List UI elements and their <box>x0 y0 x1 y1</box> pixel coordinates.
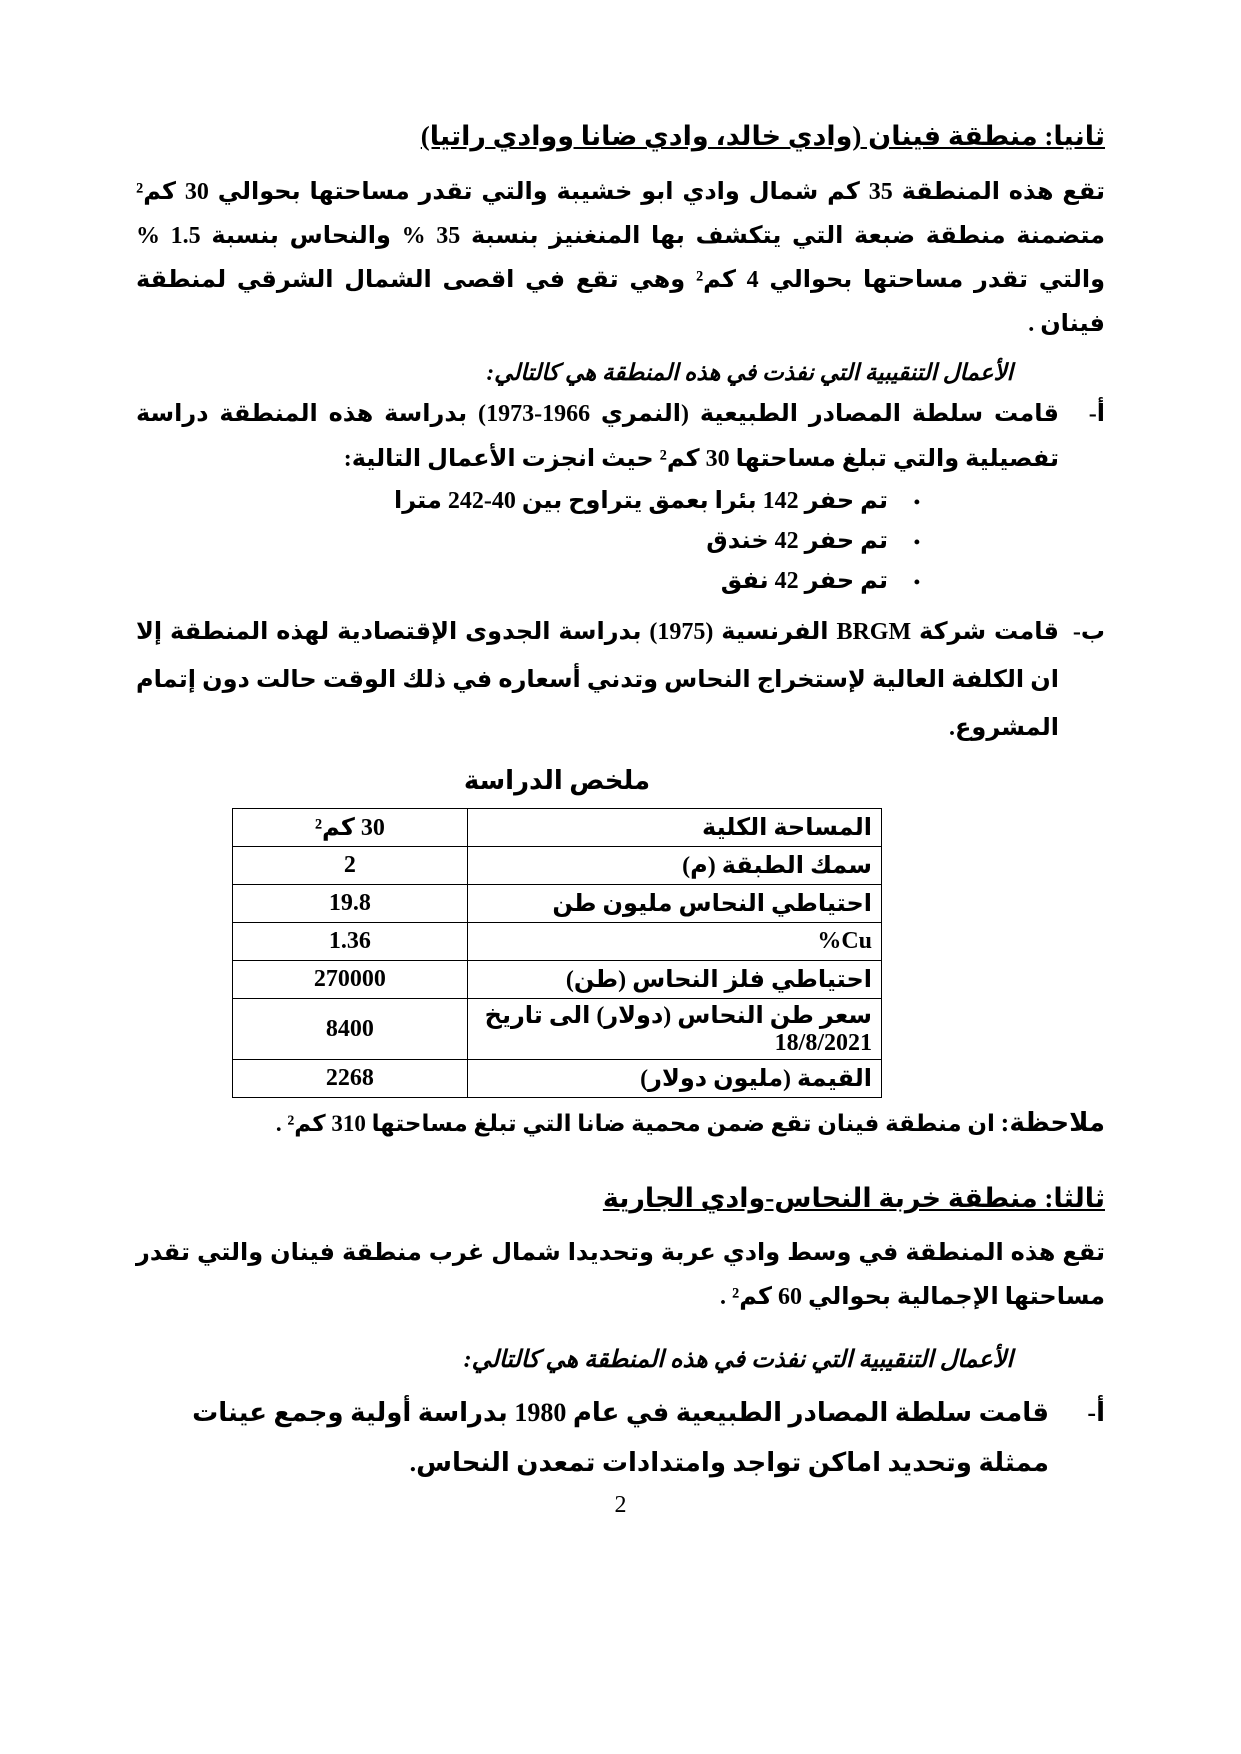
finan-list-item-b <box>136 608 1105 752</box>
study-summary-title: ملخص الدراسة <box>463 766 651 796</box>
page-number: 2 <box>614 1492 627 1518</box>
finan-works-heading: الأعمال التنقيبية التي نفذت في هذه المنطقة هي كالتالي: <box>486 360 1013 386</box>
finan-intro-paragraph: تقع هذه المنطقة 35 كم شمال وادي ابو خشيبة والتي تقدر مساحتها بحوالي 30 كم² متضمنة منطقة ضبعة التي يتكشف بها المنغنيز بنسبة 35 % والنحاس بنسبة 1.5 % والتي تقدر مساحتها بحوالي 4 كم² وهي تقع في اقصى الشمال الشرقي لمنطقة فينان . <box>136 179 1106 338</box>
section-title-khirbat: ثالثا: منطقة خربة النحاس-وادي الجارية <box>602 1183 1105 1214</box>
finan-note <box>136 1108 1105 1138</box>
list-marker-b: ب- <box>1072 619 1105 646</box>
list-marker-a: أ- <box>1087 1397 1105 1427</box>
drilling-bullet-list <box>136 488 920 596</box>
row-label: Cu% <box>467 923 881 961</box>
row-label: احتياطي النحاس مليون طن <box>467 885 881 923</box>
table-row <box>233 923 882 961</box>
section-title-finan: ثانيا: منطقة فينان (وادي خالد، وادي ضانا ووادي راتيا) <box>420 121 1105 151</box>
khirbat-item-a-text: قامت سلطة المصادر الطبيعية في عام 1980 بدراسة أولية وجمع عينات ممثلة وتحديد اماكن تواجد وامتدادات تمعدن النحاس. <box>192 1397 1049 1477</box>
list-marker-a: أ- <box>1088 401 1105 428</box>
row-value: 8400 <box>233 999 468 1060</box>
finan-item-a-text: قامت سلطة المصادر الطبيعية (النمري 1966-1973) بدراسة هذه المنطقة دراسة تفصيلية والتي تبلغ مساحتها 30 كم² حيث انجزت الأعمال التالية: <box>136 401 1059 473</box>
note-label: ملاحظة: <box>1000 1108 1105 1138</box>
row-value: 270000 <box>233 961 468 999</box>
khirbat-intro-paragraph: تقع هذه المنطقة في وسط وادي عربة وتحديدا شمال غرب منطقة فينان والتي تقدر مساحتها الإجمالية بحوالي 60 كم² . <box>136 1239 1105 1310</box>
bullet-text: تم حفر 42 نفق <box>720 568 888 595</box>
row-label: سمك الطبقة (م) <box>467 847 881 885</box>
table-row <box>233 1060 882 1098</box>
khirbat-works-heading: الأعمال التنقيبية التي نفذت في هذه المنطقة هي كالتالي: <box>463 1346 1013 1373</box>
row-label: سعر طن النحاس (دولار) الى تاريخ 18/8/2021 <box>467 999 881 1060</box>
row-value: 2268 <box>233 1060 468 1098</box>
row-label: القيمة (مليون دولار) <box>467 1060 881 1098</box>
bullet-icon: • <box>913 532 920 553</box>
bullet-icon: • <box>913 492 920 513</box>
study-summary-section <box>232 766 882 796</box>
note-text: ان منطقة فينان تقع ضمن محمية ضانا التي تبلغ مساحتها 310 كم² . <box>275 1111 1001 1137</box>
finan-list-item-a <box>136 392 1105 482</box>
khirbat-list-item-a <box>136 1388 1105 1488</box>
list-item <box>136 568 920 596</box>
row-value: 1.36 <box>233 923 468 961</box>
table-row <box>233 961 882 999</box>
study-summary-table <box>232 808 882 1098</box>
bullet-icon: • <box>913 572 920 593</box>
row-value: 19.8 <box>233 885 468 923</box>
bullet-text: تم حفر 142 بئرا بعمق يتراوح بين 40-242 مترا <box>394 488 888 515</box>
table-row <box>233 885 882 923</box>
bullet-text: تم حفر 42 خندق <box>706 528 888 555</box>
row-label: المساحة الكلية <box>467 809 881 847</box>
list-item <box>136 488 920 516</box>
list-item <box>136 528 920 556</box>
row-value: 30 كم² <box>233 809 468 847</box>
finan-item-b-text: قامت شركة BRGM الفرنسية (1975) بدراسة الجدوى الإقتصادية لهذه المنطقة إلا ان الكلفة العالية لإستخراج النحاس وتدني أسعاره في ذلك الوقت حالت دون إتمام المشروع. <box>136 619 1059 742</box>
row-label: احتياطي فلز النحاس (طن) <box>467 961 881 999</box>
table-row <box>233 999 882 1060</box>
row-value: 2 <box>233 847 468 885</box>
table-row <box>233 847 882 885</box>
table-row <box>233 809 882 847</box>
